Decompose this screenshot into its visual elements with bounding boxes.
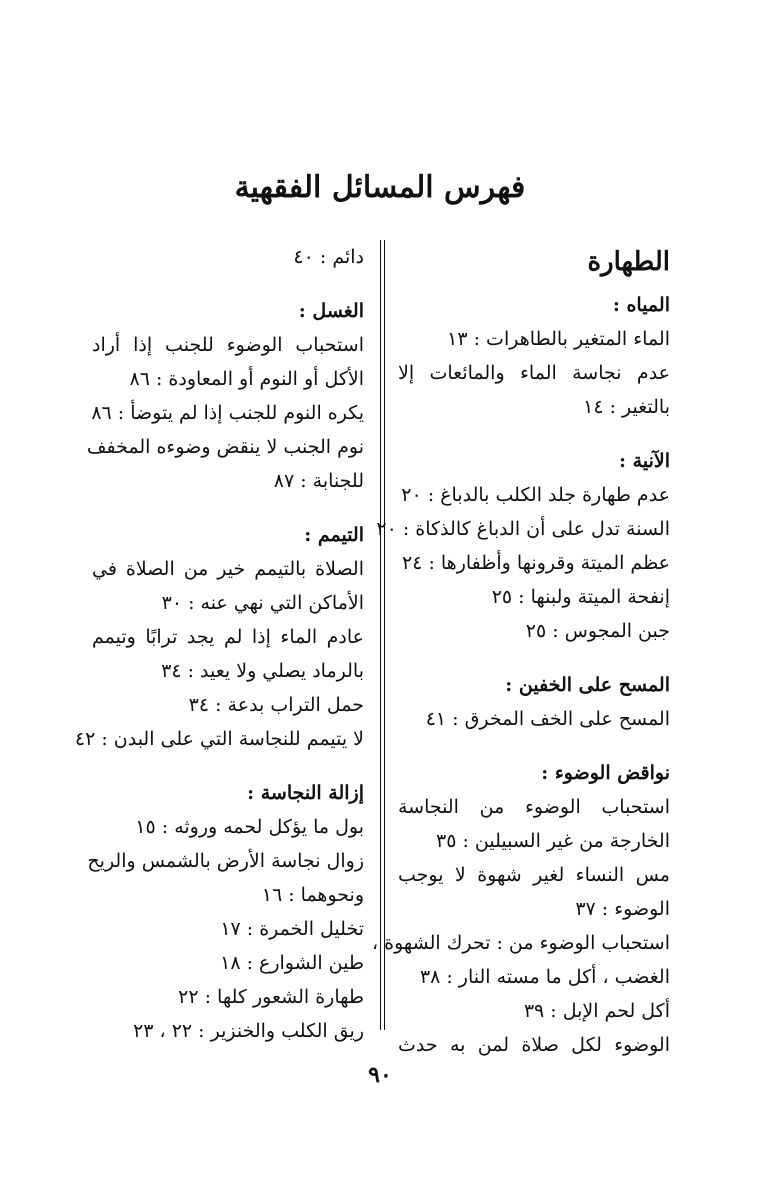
index-entry: استحباب الوضوء من النجاسة — [398, 796, 670, 818]
index-entry: ريق الكلب والخنزير : ٢٢ ، ٢٣ — [133, 1020, 364, 1042]
column-divider — [380, 240, 381, 1030]
index-entry: السنة تدل على أن الدباغ كالذكاة : ٢٠ — [376, 518, 670, 540]
subheading-najasa: إزالة النجاسة : — [247, 782, 364, 804]
index-entry: طهارة الشعور كلها : ٢٢ — [178, 986, 364, 1008]
index-entry: بالرماد يصلي ولا يعيد : ٣٤ — [161, 660, 364, 682]
spacer — [92, 274, 364, 294]
index-entry-continuation: دائم : ٤٠ — [293, 246, 364, 268]
index-entry: الماء المتغير بالطاهرات : ١٣ — [447, 328, 670, 350]
index-entry: عدم طهارة جلد الكلب بالدباغ : ٢٠ — [401, 484, 670, 506]
spacer — [92, 756, 364, 776]
left-column — [74, 240, 364, 1048]
index-entry: يكره النوم للجنب إذا لم يتوضأ : ٨٦ — [91, 402, 364, 424]
spacer — [398, 648, 670, 668]
index-entry: طين الشوارع : ١٨ — [220, 952, 364, 974]
index-entry: زوال نجاسة الأرض بالشمس والريح — [87, 850, 364, 872]
index-entry: مس النساء لغير شهوة لا يوجب — [398, 864, 670, 886]
index-entry: عادم الماء إذا لم يجد ترابًا وتيمم — [92, 626, 364, 648]
index-entry: استحباب الوضوء من : تحرك الشهوة ، — [371, 932, 670, 954]
index-entry: للجنابة : ٨٧ — [273, 470, 364, 492]
subheading-khuff: المسح على الخفين : — [505, 674, 670, 696]
subheading-nullifiers: نواقض الوضوء : — [541, 762, 670, 784]
section-heading-tahara: الطهارة — [587, 247, 670, 277]
index-entry: إنفحة الميتة ولبنها : ٢٥ — [491, 586, 670, 608]
index-entry: عظم الميتة وقرونها وأظفارها : ٢٤ — [401, 552, 670, 574]
subheading-tayammum: التيمم : — [304, 524, 364, 546]
index-entry: تخليل الخمرة : ١٧ — [220, 918, 364, 940]
index-entry: نوم الجنب لا ينقض وضوءه المخفف — [86, 436, 364, 458]
index-entry: الوضوء : ٣٧ — [575, 898, 670, 920]
page-number: ٩٠ — [368, 1062, 392, 1088]
index-entry: المسح على الخف المخرق : ٤١ — [425, 708, 670, 730]
column-divider — [384, 240, 385, 1030]
index-entry: الوضوء لكل صلاة لمن به حدث — [398, 1034, 670, 1056]
index-entry: الصلاة بالتيمم خير من الصلاة في — [92, 558, 364, 580]
index-entry: أكل لحم الإبل : ٣٩ — [523, 1000, 670, 1022]
index-entry: الأماكن التي نهي عنه : ٣٠ — [161, 592, 364, 614]
spacer — [398, 424, 670, 444]
index-entry: عدم نجاسة الماء والمائعات إلا — [398, 362, 670, 384]
spacer — [92, 498, 364, 518]
index-entry: بالتغير : ١٤ — [583, 396, 670, 418]
subheading-vessels: الآنية : — [619, 450, 670, 472]
index-entry: الخارجة من غير السبيلين : ٣٥ — [435, 830, 670, 852]
index-entry: الأكل أو النوم أو المعاودة : ٨٦ — [129, 368, 364, 390]
index-entry: ونحوهما : ١٦ — [261, 884, 364, 906]
index-entry: جبن المجوس : ٢٥ — [525, 620, 670, 642]
index-entry: حمل التراب بدعة : ٣٤ — [188, 694, 364, 716]
page-title: فهرس المسائل الفقهية — [234, 170, 526, 205]
subheading-ghusl: الغسل : — [298, 300, 364, 322]
index-entry: لا يتيمم للنجاسة التي على البدن : ٤٢ — [74, 728, 364, 750]
index-entry: استحباب الوضوء للجنب إذا أراد — [92, 334, 364, 356]
index-entry: الغضب ، أكل ما مسته النار : ٣٨ — [419, 966, 670, 988]
spacer — [398, 736, 670, 756]
right-column — [371, 240, 670, 1062]
subheading-water: المياه : — [612, 294, 670, 316]
index-entry: بول ما يؤكل لحمه وروثه : ١٥ — [135, 816, 364, 838]
